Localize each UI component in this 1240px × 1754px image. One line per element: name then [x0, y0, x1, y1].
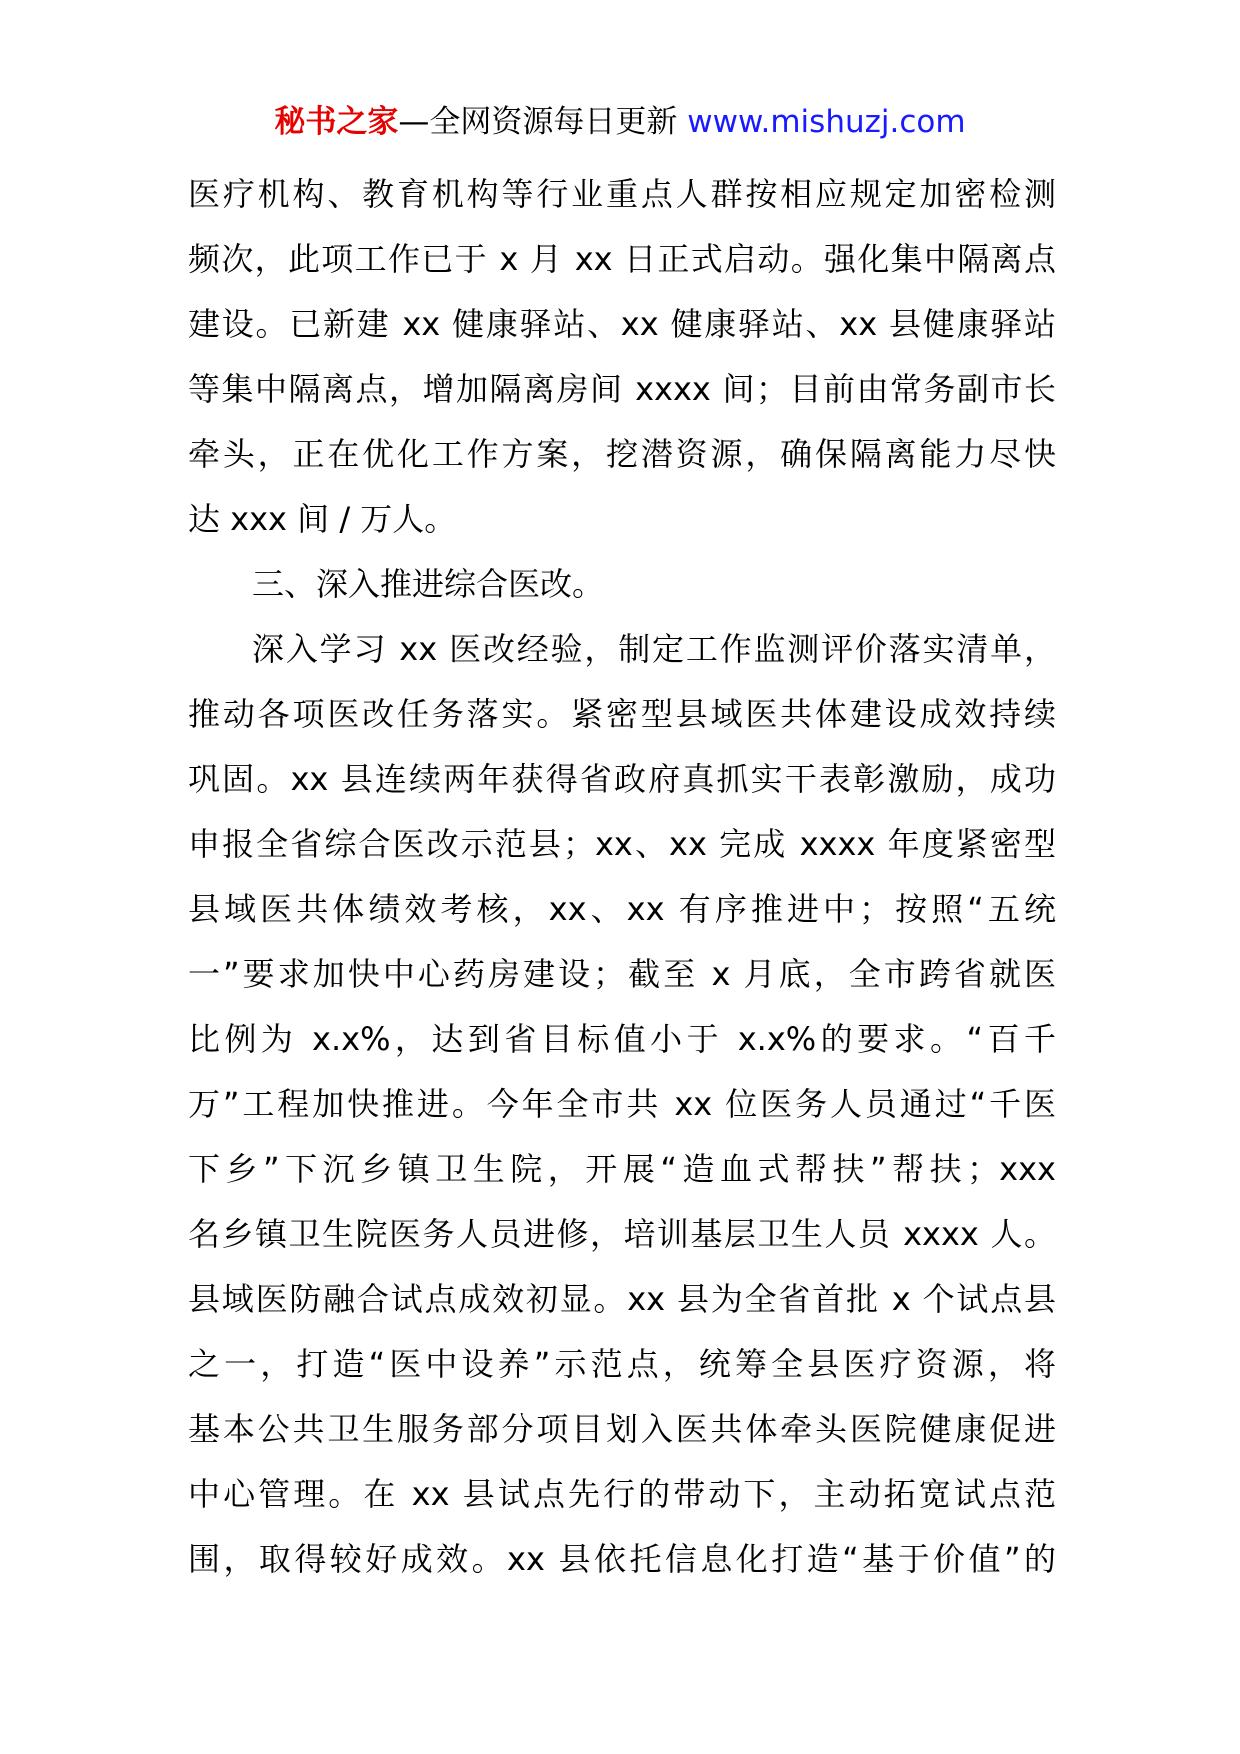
body-line: 达 xxx 间 / 万人。 [188, 500, 457, 538]
page-header [0, 100, 1240, 144]
body-line: 推动各项医改任务落实。紧密型县域医共体建设成效持续 [188, 695, 1056, 733]
body-line: 巩固。xx 县连续两年获得省政府真抓实干表彰激励，成功 [188, 760, 1056, 798]
body-line: 建设。已新建 xx 健康驿站、xx 健康驿站、xx 县健康驿站 [188, 305, 1056, 343]
body-line: 县域医共体绩效考核，xx、xx 有序推进中；按照“五统 [188, 890, 1056, 928]
body-line: 之一，打造“医中设养”示范点，统筹全县医疗资源，将 [188, 1345, 1056, 1383]
body-line: 牵头，正在优化工作方案，挖潜资源，确保隔离能力尽快 [188, 435, 1056, 473]
body-line: 中心管理。在 xx 县试点先行的带动下，主动拓宽试点范 [188, 1475, 1056, 1513]
body-line: 县域医防融合试点成效初显。xx 县为全省首批 x 个试点县 [188, 1280, 1056, 1318]
body-line: 名乡镇卫生院医务人员进修，培训基层卫生人员 xxxx 人。 [188, 1215, 1056, 1253]
body-line: 频次，此项工作已于 x 月 xx 日正式启动。强化集中隔离点 [188, 240, 1056, 278]
body-line: 基本公共卫生服务部分项目划入医共体牵头医院健康促进 [188, 1410, 1056, 1448]
body-line: 万”工程加快推进。今年全市共 xx 位医务人员通过“千医 [188, 1085, 1056, 1123]
body-line: 一”要求加快中心药房建设；截至 x 月底，全市跨省就医 [188, 955, 1056, 993]
section-heading: 三、深入推进综合医改。 [252, 565, 605, 603]
header-tagline: —全网资源每日更新 [398, 104, 678, 140]
body-line: 医疗机构、教育机构等行业重点人群按相应规定加密检测 [188, 175, 1056, 213]
body-line: 申报全省综合医改示范县；xx、xx 完成 xxxx 年度紧密型 [188, 825, 1056, 863]
document-body [188, 162, 1056, 1592]
body-line: 深入学习 xx 医改经验，制定工作监测评价落实清单， [252, 630, 1056, 668]
body-line: 围，取得较好成效。xx 县依托信息化打造“基于价值”的 [188, 1540, 1056, 1578]
body-line: 等集中隔离点，增加隔离房间 xxxx 间；目前由常务副市长 [188, 370, 1056, 408]
header-brand: 秘书之家 [274, 104, 399, 140]
body-line: 下乡”下沉乡镇卫生院，开展“造血式帮扶”帮扶；xxx [188, 1150, 1056, 1188]
header-url[interactable]: www.mishuzj.com [687, 104, 966, 140]
body-line: 比例为 x.x%，达到省目标值小于 x.x%的要求。“百千 [188, 1020, 1056, 1058]
